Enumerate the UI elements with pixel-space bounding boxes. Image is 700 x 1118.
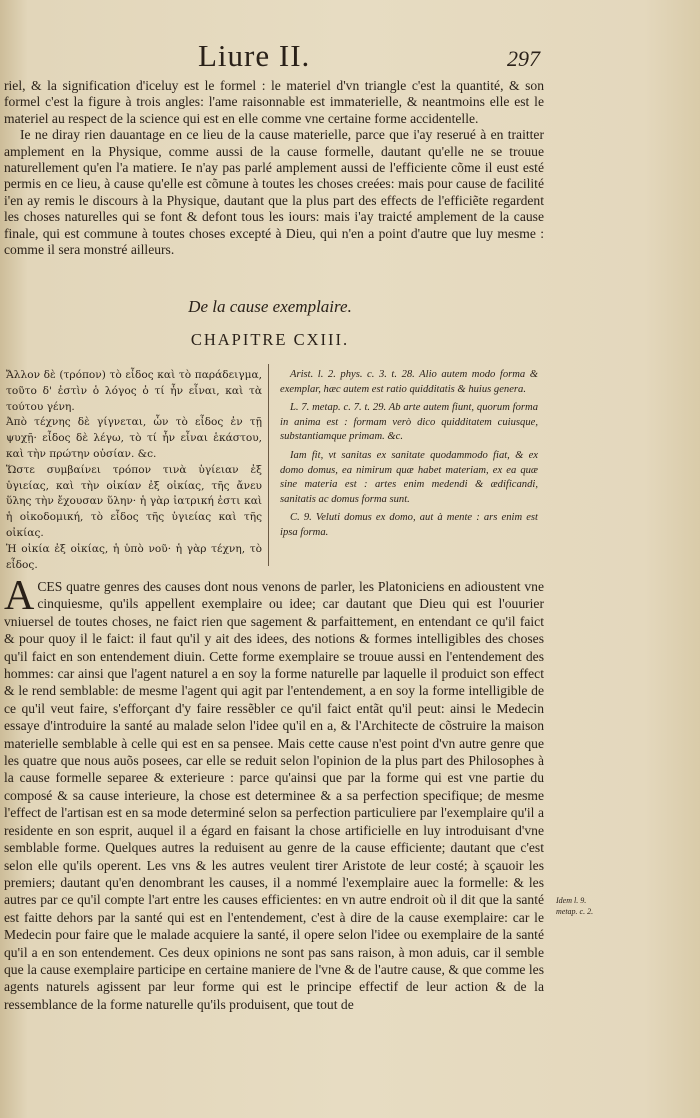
section-title: De la cause exemplaire. [188,297,352,316]
running-title: Liure II. [198,38,311,73]
page-header [0,38,700,74]
intro-paragraph: riel, & la signification d'iceluy est le formel : le materiel d'vn triangle c'est la quantité, & son formel c'est la figure à trois angles: l'ame raisonnable est immaterielle, & neantmoins elle est le materiel au respect de la science qui est en elle comme vne certaine forme accidentelle. [4,78,544,126]
chapter-body-text: CES quatre genres des causes dont nous venons de parler, les Platoniciens en adioustent vne cinquiesme, qu'ils appellent exemplaire ou idee; car dautant que Dieu qui est l'ouurier vniuersel de toutes choses, ne faict rien que sagement & parfaittement, en entendant ce qu'il faict & pour quoy il le faict: il faut qu'il y ait des idees, des notions & formes intelligibles des choses qu'il faict en son entendement diuin. Cette forme exemplaire se trouue aussi en l'entendement des hommes: car ainsi que l'agent naturel a en soy la forme naturelle par laquelle il produict son effect & le rend semblable: de mesme l'agent qui agit par l'entendement, a en soy la forme intelligible de ce qu'il veut faire, s'efforçant d'y faire ressẽbler ce qu'il faict entãt qu'il peut: ainsi le Medecin essaye d'introduire la santé au malade selon l'idee qu'il en a, & l'Architecte de cõstruire la maison materielle semblable à celle qui est en sa pensee. Mais cette cause n'est point d'vn autre genre que les quatre que nous auõs posees, car elle se reduit selon l'opinion de la plus part des Philosophes à la cause formelle separee & exterieure : parce qu'ainsi que par la forme qui est vne partie du composé & sa cause interieure, la chose est determinee & a sa perfection specifique; de mesme l'effect de l'artisan est en sa mode determiné selon sa perfection particuliere par l'exemplaire qu'il a residente en son esprit, auquel il a égard en faisant la chose artificielle en luy introduisant d'vne semblable forme. Quelques autres la reduisent au genre de la cause efficiente; dautant que c'est selon elle qu'ils operent. Les vns & les autres veulent tirer Aristote de leur costé; à sçauoir les premiers; dautant qu'en denombrant les causes, il a nommé l'exemplaire auec la formelle: & les autres par ce qu'il compte l'art entre les causes efficientes: en vn autre endroit où il dit que la santé est faitte dehors par la santé qui est en l'entendement, c'est à dire de la cause exemplaire: car le Medecin pour faire que le malade acquiere la santé, il opere selon l'idee ou exemplaire de la santé qu'il a en son entendement. Ces deux opinions ne sont pas sans raison, à mon aduis, car il semble que la cause exemplaire participe en certaine maniere de l'vne & de l'autre cause, & que comme les agents naturels agissent par leur forme qui est le principe effectif de leur action & de la ressemblance de la forme naturelle qu'ils produisent, que tout de [4,579,544,1012]
greek-quote: Ἄλλον δὲ (τρόπον) τὸ εἶδος καὶ τὸ παράδειγμα, τοῦτο δ' ἐστὶν ὁ λόγος ὁ τί ἦν εἶναι, καὶ τὰ τούτου γένη. [6,369,262,413]
page-number: 297 [507,46,540,71]
margin-note: Idem l. 9. [556,896,587,905]
latin-quote: Arist. l. 2. phys. c. 3. t. 28. Alio autem modo forma & exemplar, hæc autem est ratio quidditatis & huius genera. [280,369,538,395]
latin-quote: L. 7. metap. c. 7. t. 29. Ab arte autem fiunt, quorum forma in anima est : formam verò dico quidditatem cuiusque, substantiamque primam. &c. [280,402,538,443]
column-divider [268,364,269,566]
chapter-title: CHAPITRE CXIII. [190,330,350,349]
greek-quote: Ὥστε συμβαίνει τρόπον τινὰ ὑγίειαν ἐξ ὑγιείας, καὶ τὴν οἰκίαν ἐξ οἰκίας, τῆς ἄνευ ὕλης τὴν ἔχουσαν ὕλην· ἡ γὰρ ἰατρική ἐστι καὶ ἡ οἰκοδομική, τὸ εἶδος τῆς ὑγιείας καὶ τῆς οἰκίας. [6,463,262,539]
greek-quotation-column [6,368,262,573]
margin-notes [556,895,593,917]
intro-text [4,78,544,258]
drop-cap: A [4,573,35,619]
latin-quote: C. 9. Veluti domus ex domo, aut à mente : ars enim est ipsa forma. [280,512,538,538]
latin-quote: Iam fit, vt sanitas ex sanitate quodammodo fiat, & ex domo domus, ea nimirum quæ habet materiam, ex ea quæ sine materia est : artes enim medendi & ædificandi, sanitatis ac domus forma sunt. [280,449,538,505]
chapter-body [4,573,544,1013]
greek-quote: Ἀπὸ τέχνης δὲ γίγνεται, ὧν τὸ εἶδος ἐν τῇ ψυχῇ· εἶδος δὲ λέγω, τὸ τί ἦν εἶναι ἑκάστου, καὶ τὴν πρώτην οὐσίαν. &c. [6,416,262,460]
latin-quotation-column [280,368,538,545]
intro-paragraph: Ie ne diray rien dauantage en ce lieu de la cause materielle, parce que i'ay reserué à en traitter amplement en la Physique, comme aussi de la cause formelle, dautant qu'elle ne se trouue naturellement qu'en l'a matiere. Ie n'ay pas parlé amplement aussi de l'efficiente cõme il eust esté permis en ce lieu, à cause qu'elle est cõmune à toutes les choses creées: mais pour cause de facilité i'en ay remis le discours à la Physique, dautant que la plus part des effects de l'efficiẽte regardent les choses naturelles qui se font & defont tous les iours: mais i'ay traicté amplement de la cause finale, qui est commune à toutes choses excepté à Dieu, qui n'en a point d'autre que luy mesme : comme il sera monstré ailleurs. [4,127,544,258]
greek-quote: Ἡ οἰκία ἐξ οἰκίας, ἡ ὑπὸ νοῦ· ἡ γὰρ τέχνη, τὸ εἶδος. [6,542,262,571]
margin-note: metap. c. 2. [556,907,594,916]
